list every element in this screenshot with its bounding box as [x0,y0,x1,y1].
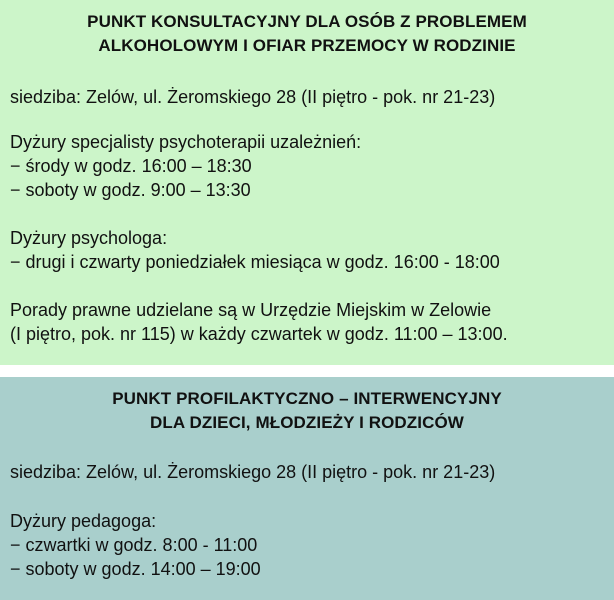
address-text: siedziba: Zelów, ul. Żeromskiego 28 (II piętro - pok. nr 21-23) [10,462,496,482]
prevention-point-title [0,387,614,435]
address-text: siedziba: Zelów, ul. Żeromskiego 28 (II piętro - pok. nr 21-23) [10,87,496,107]
consultation-point-title [0,10,614,58]
prevention-point-panel [0,377,614,600]
legal-advice-text: (I piętro, pok. nr 115) w każdy czwartek w godz. 11:00 – 13:00. [10,324,508,344]
pedagogue-schedule-item: − czwartki w godz. 8:00 - 11:00 [10,535,258,555]
pedagogue-schedule-heading: Dyżury pedagoga: [10,511,157,531]
therapist-schedule-heading: Dyżury specjalisty psychoterapii uzależnień: [10,132,362,152]
therapist-schedule-item: − soboty w godz. 9:00 – 13:30 [10,180,251,200]
title-line: DLA DZIECI, MŁODZIEŻY I RODZICÓW [150,413,464,432]
title-line: PUNKT KONSULTACYJNY DLA OSÓB Z PROBLEMEM [87,12,527,31]
legal-advice-text: Porady prawne udzielane są w Urzędzie Miejskim w Zelowie [10,300,492,320]
psychologist-schedule-item: − drugi i czwarty poniedziałek miesiąca w godz. 16:00 - 18:00 [10,252,500,272]
therapist-schedule-item: − środy w godz. 16:00 – 18:30 [10,156,252,176]
psychologist-schedule-heading: Dyżury psychologa: [10,228,168,248]
pedagogue-schedule-item: − soboty w godz. 14:00 – 19:00 [10,559,261,579]
title-line: ALKOHOLOWYM I OFIAR PRZEMOCY W RODZINIE [98,36,516,55]
title-line: PUNKT PROFILAKTYCZNO – INTERWENCYJNY [112,389,502,408]
